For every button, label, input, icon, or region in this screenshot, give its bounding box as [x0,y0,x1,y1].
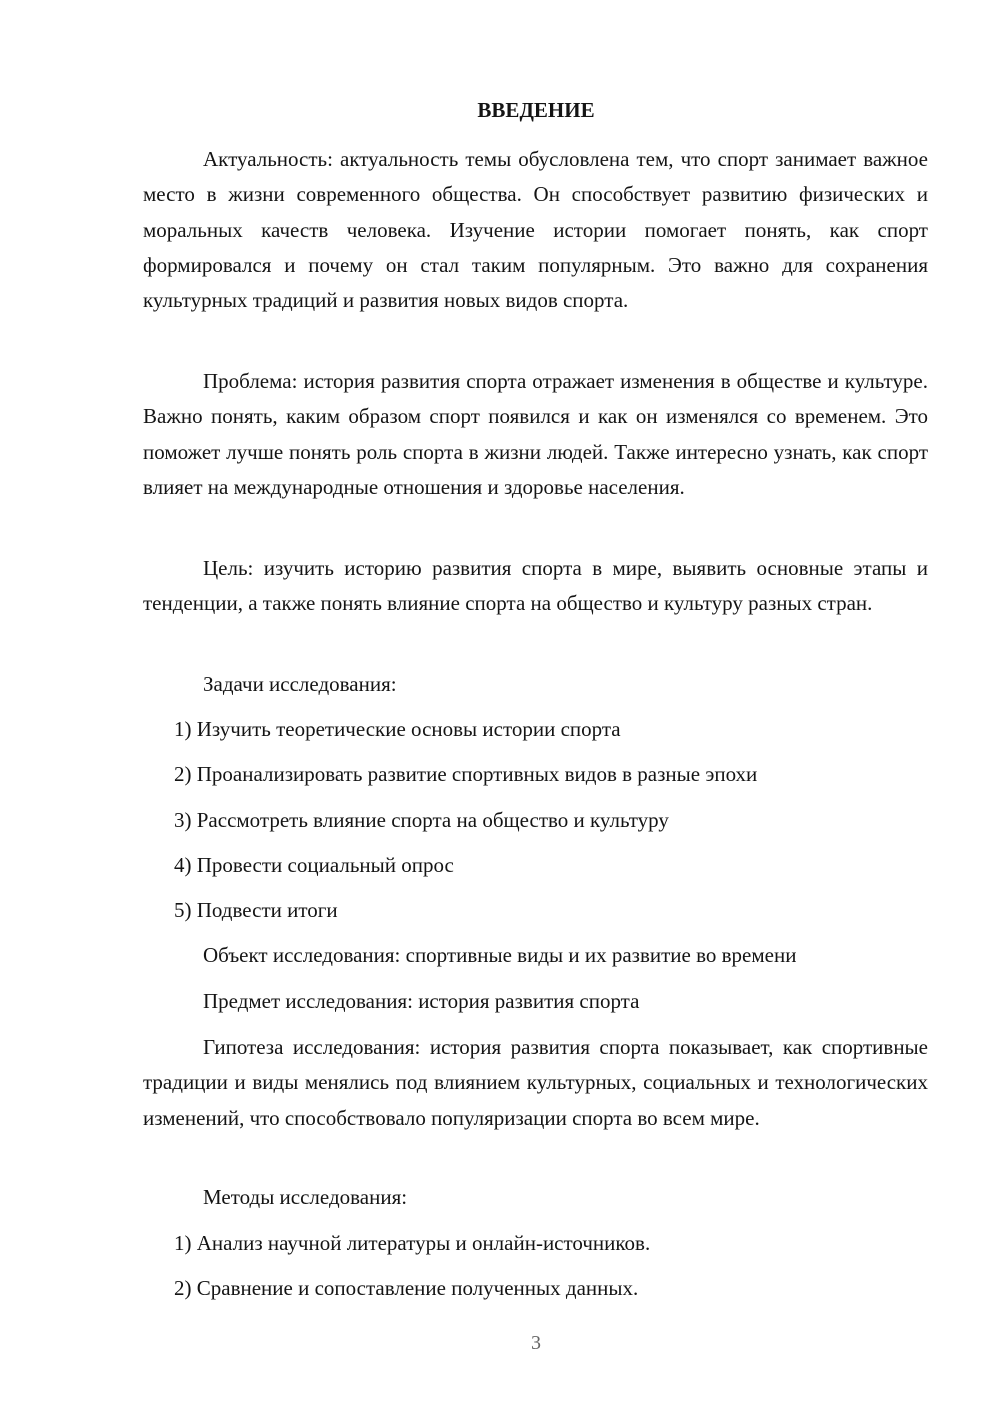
research-subject: Предмет исследования: история развития спорта [203,989,640,1013]
research-object: Объект исследования: спортивные виды и их развитие во времени [203,943,797,967]
page-number: 3 [531,1332,541,1354]
paragraph-problem: Проблема: история развития спорта отражает изменения в обществе и культуре. Важно понять, каким образом спорт появился и как он изменялся со временем. Это поможет лучше понять роль спорта в жизни людей. Также интересно узнать, как спорт влияет на международные отношения и здоровье населения. [143,369,928,499]
paragraph-goal: Цель: изучить историю развития спорта в мире, выявить основные этапы и тенденции, а также понять влияние спорта на общество и культуру разных стран. [143,556,928,616]
task-item-5: 5) Подвести итоги [174,898,338,922]
methods-heading: Методы исследования: [203,1185,408,1209]
method-item-2: 2) Сравнение и сопоставление полученных данных. [174,1276,639,1300]
paragraph-hypothesis: Гипотеза исследования: история развития спорта показывает, как спортивные традиции и виды менялись под влиянием культурных, социальных и технологических изменений, что способствовало популяризации спорта во всем мире. [143,1035,928,1130]
task-item-2: 2) Проанализировать развитие спортивных видов в разные эпохи [174,762,758,786]
method-item-1: 1) Анализ научной литературы и онлайн-источников. [174,1231,651,1255]
task-item-3: 3) Рассмотреть влияние спорта на общество и культуру [174,808,669,832]
paragraph-relevance: Актуальность: актуальность темы обусловлена тем, что спорт занимает важное место в жизни современного общества. Он способствует развитию физических и моральных качеств человека. Изучение истории помогает понять, как спорт формировался и почему он стал таким популярным. Это важно для сохранения культурных традиций и развития новых видов спорта. [143,147,928,313]
task-item-4: 4) Провести социальный опрос [174,853,454,877]
task-item-1: 1) Изучить теоретические основы истории спорта [174,717,621,741]
tasks-heading: Задачи исследования: [203,672,397,696]
page-title: ВВЕДЕНИЕ [477,98,595,122]
